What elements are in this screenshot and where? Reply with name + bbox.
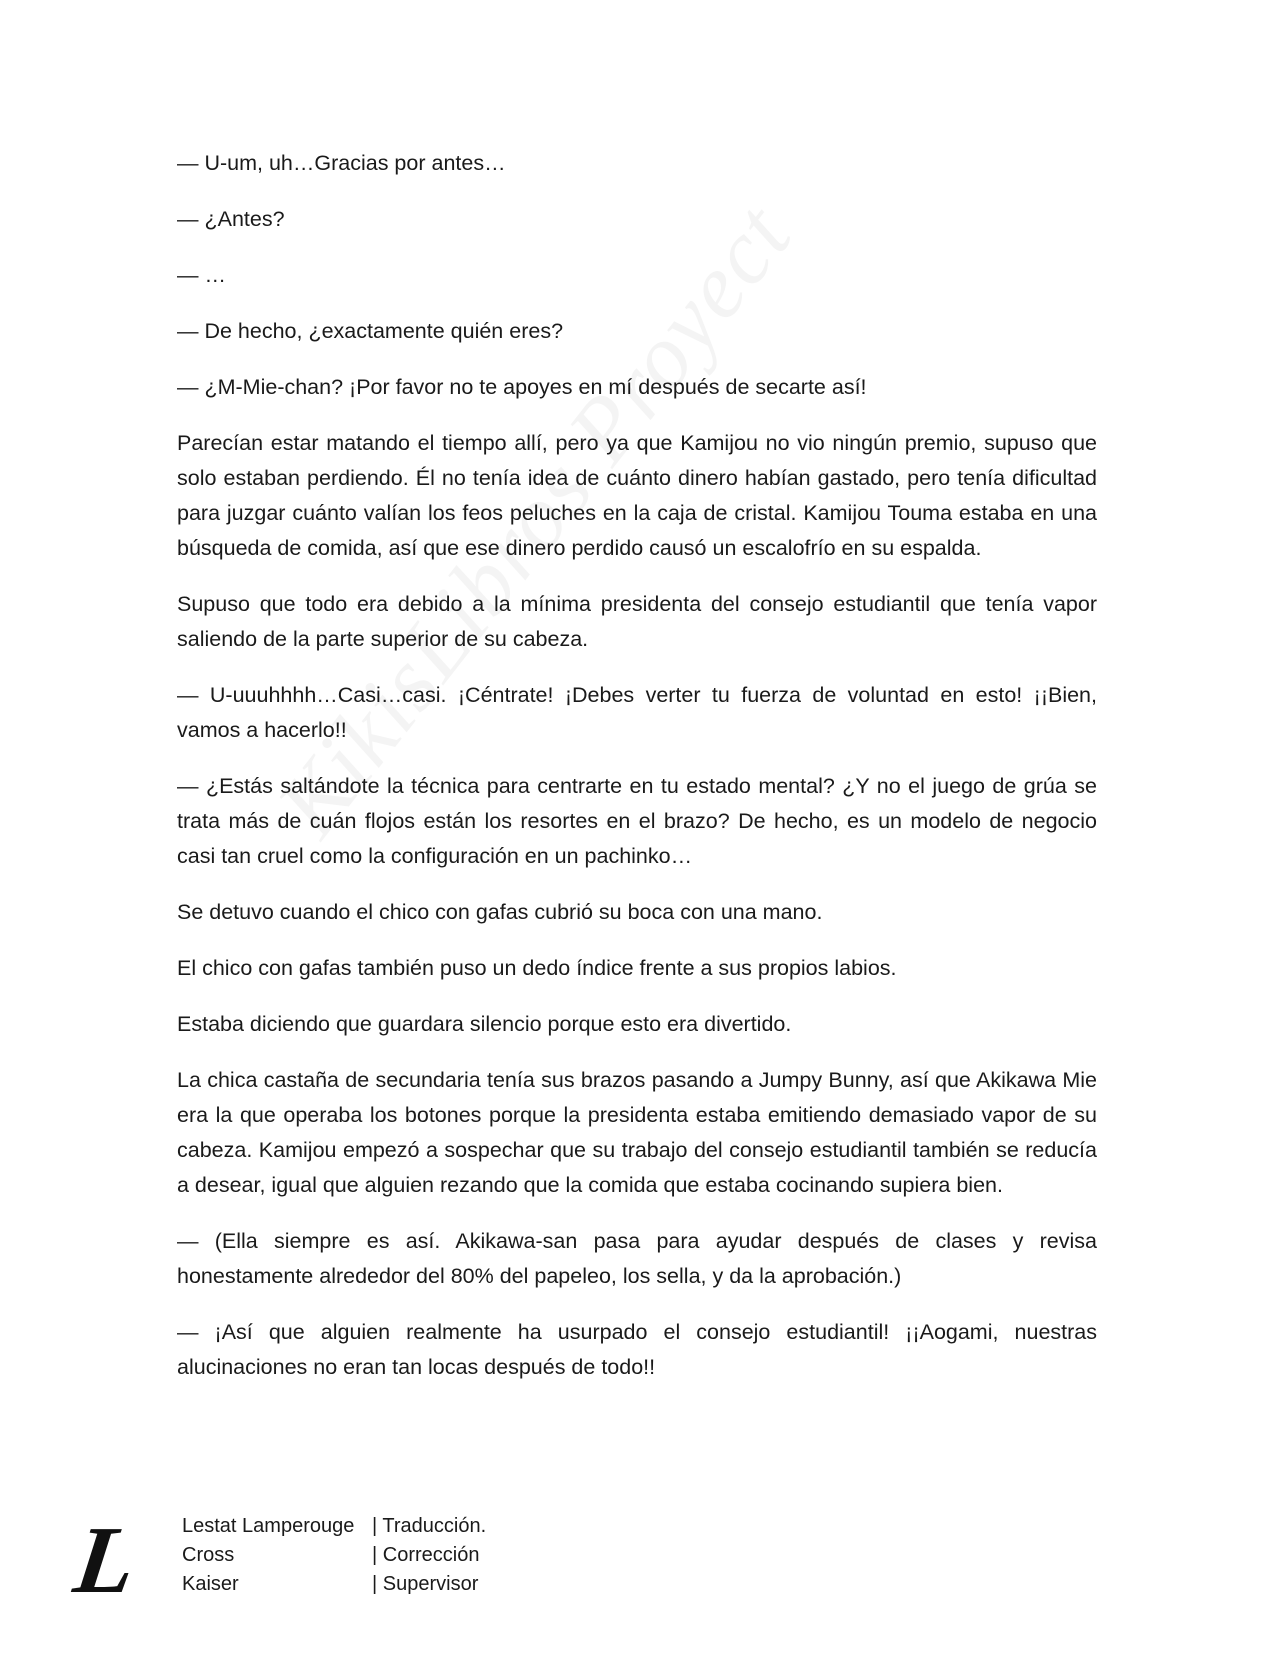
credit-role: | Corrección	[372, 1544, 480, 1566]
paragraph: — U-um, uh…Gracias por antes…	[177, 151, 506, 175]
paragraph: Supuso que todo era debido a la mínima presidenta del consejo estudiantil que tenía vapor saliendo de la parte superior de su cabeza.	[177, 592, 1097, 651]
credit-row	[182, 1512, 486, 1541]
credit-role: | Supervisor	[372, 1573, 479, 1595]
paragraph: — ¿Estás saltándote la técnica para centrarte en tu estado mental? ¿Y no el juego de grúa se trata más de cuán flojos están los resortes en el brazo? De hecho, es un modelo de negocio casi tan cruel como la configuración en un pachinko…	[177, 774, 1097, 868]
paragraph: — ¿M-Mie-chan? ¡Por favor no te apoyes en mí después de secarte así!	[177, 375, 867, 399]
paragraph: — ¡Así que alguien realmente ha usurpado el consejo estudiantil! ¡¡Aogami, nuestras alucinaciones no eran tan locas después de todo!!	[177, 1320, 1097, 1379]
paragraph: — U-uuuhhhh…Casi…casi. ¡Céntrate! ¡Debes verter tu fuerza de voluntad en esto! ¡¡Bien, vamos a hacerlo!!	[177, 683, 1097, 742]
paragraph: Se detuvo cuando el chico con gafas cubrió su boca con una mano.	[177, 900, 823, 924]
credit-row	[182, 1570, 486, 1599]
paragraph: La chica castaña de secundaria tenía sus brazos pasando a Jumpy Bunny, así que Akikawa Mie era la que operaba los botones porque la presidenta estaba emitiendo demasiado vapor de su cabeza. Kamijou empezó a sospechar que su trabajo del consejo estudiantil también se reducía a desear, igual que alguien rezando que la comida que estaba cocinando supiera bien.	[177, 1068, 1097, 1197]
paragraph: Estaba diciendo que guardara silencio porque esto era divertido.	[177, 1012, 792, 1036]
paragraph: — (Ella siempre es así. Akikawa-san pasa para ayudar después de clases y revisa honestamente alrededor del 80% del papeleo, los sella, y da la aprobación.)	[177, 1229, 1097, 1288]
paragraph: El chico con gafas también puso un dedo índice frente a sus propios labios.	[177, 956, 897, 980]
credits-block	[182, 1512, 486, 1599]
paragraph: — …	[177, 263, 226, 287]
page-body	[177, 146, 1097, 1406]
credit-name: Lestat Lamperouge	[182, 1515, 355, 1537]
paragraph: — ¿Antes?	[177, 207, 285, 231]
credit-role: | Traducción.	[372, 1515, 487, 1537]
paragraph: Parecían estar matando el tiempo allí, pero ya que Kamijou no vio ningún premio, supuso que solo estaban perdiendo. Él no tenía idea de cuánto dinero habían gastado, pero tenía dificultad para juzgar cuánto valían los feos peluches en la caja de cristal. Kamijou Touma estaba en una búsqueda de comida, así que ese dinero perdido causó un escalofrío en su espalda.	[177, 431, 1097, 560]
l-logo-icon: L	[68, 1506, 143, 1613]
credit-name: Kaiser	[182, 1573, 239, 1595]
paragraph: — De hecho, ¿exactamente quién eres?	[177, 319, 564, 343]
credit-name: Cross	[182, 1544, 235, 1566]
credit-row	[182, 1541, 486, 1570]
